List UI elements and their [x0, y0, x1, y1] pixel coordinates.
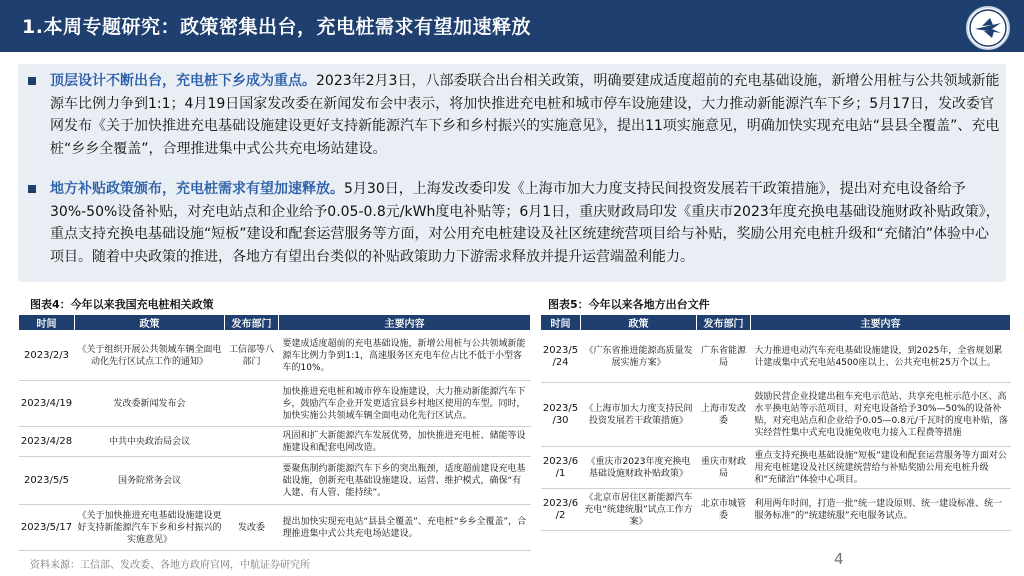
table5-header-dept: 发布部门 [697, 315, 751, 331]
table5-header-date: 时间 [541, 315, 581, 331]
table4-header-row [19, 315, 531, 331]
cell-dept: 工信部等八部门 [225, 331, 279, 381]
table-row [19, 505, 531, 551]
cell-content: 要聚焦制约新能源汽车下乡的突出瓶颈，适度超前建设充电基础设施，创新充电基础设施建设、运营、维护模式，确保“有人建、有人管、能持续”。 [279, 457, 531, 505]
table-row [19, 381, 531, 427]
cell-content: 重点支持充换电基础设施“短板”建设和配套运营服务等方面对公用充电桩建设及社区统建统营给与补贴奖励公用充电桩升级和“充储泊”体验中心项目。 [751, 447, 1011, 489]
cell-content: 加快推进充电桩和城市停车设施建设，大力推动新能源汽车下乡，鼓励汽车企业开发更适宜县乡村地区使用的车型。同时，加快实施公共领域车辆全面电动化先行区试点。 [279, 381, 531, 427]
cell-policy: 发改委新闻发布会 [75, 381, 225, 427]
cell-dept: 广东省能源局 [697, 331, 751, 383]
table4-header-dept: 发布部门 [225, 315, 279, 331]
cell-content: 巩固和扩大新能源汽车发展优势，加快推进充电桩、储能等设施建设和配套电网改造。 [279, 427, 531, 457]
table-row [19, 331, 531, 381]
logo-emblem-icon [968, 8, 1008, 48]
cell-policy: 国务院常务会议 [75, 457, 225, 505]
cell-dept: 发改委 [225, 505, 279, 551]
paragraph-1-heading: 顶层设计不断出台，充电桩下乡成为重点。 [50, 73, 316, 89]
cell-dept [225, 427, 279, 457]
summary-paragraph-2 [28, 178, 1002, 268]
cell-dept [225, 381, 279, 427]
cell-policy: 《关于加快推进充电基础设施建设更好支持新能源汽车下乡和乡村振兴的实施意见》 [75, 505, 225, 551]
table4-header-date: 时间 [19, 315, 75, 331]
table4-header-policy: 政策 [75, 315, 225, 331]
cell-date: 2023/6 /2 [541, 489, 581, 531]
table5-header-policy: 政策 [581, 315, 697, 331]
table-row [541, 447, 1011, 489]
cell-policy: 《关于组织开展公共领域车辆全面电动化先行区试点工作的通知》 [75, 331, 225, 381]
table5-caption: 图表5：今年以来各地方出台文件 [548, 298, 710, 311]
summary-paragraph-1 [28, 70, 1002, 160]
bullet-marker [28, 185, 36, 193]
cell-dept: 上海市发改委 [697, 383, 751, 447]
paragraph-1-text: 2023年2月3日，八部委联合出台相关政策，明确要建成适度超前的充电基础设施，新增公用桩与公共领域新能源车比例力争到1:1；4月19日国家发改委在新闻发布会中表示，将加快推进充电桩和城市停车设施建设，大力推动新能源汽车下乡；5月17日，发改委官网发布《关于加快推进充电基础设施建设更好支持新能源汽车下乡和乡村振兴的实施意见》，提出11项实施意见，明确加快实现充电站“县县全覆盖”、充电桩“乡乡全覆盖”，合理推进集中式公共充电场站建设。 [50, 73, 1000, 157]
cell-date: 2023/4/19 [19, 381, 75, 427]
table4-caption: 图表4：今年以来我国充电桩相关政策 [30, 298, 214, 311]
table-row [541, 331, 1011, 383]
cell-content: 提出加快实现充电站“县县全覆盖”、充电桩“乡乡全覆盖”，合理推进集中式公共充电场站建设。 [279, 505, 531, 551]
cell-date: 2023/5 /30 [541, 383, 581, 447]
source-note: 资料来源：工信部、发改委、各地方政府官网，中航证券研究所 [30, 560, 310, 571]
page-number: 4 [834, 550, 844, 568]
cell-policy: 《北京市居住区新能源汽车充电“统建统服”试点工作方案》 [581, 489, 697, 531]
local-policy-table [540, 314, 1011, 531]
table-row [19, 457, 531, 505]
page-title: 1.本周专题研究：政策密集出台，充电桩需求有望加速释放 [22, 16, 531, 38]
cell-date: 2023/5 /24 [541, 331, 581, 383]
cell-date: 2023/4/28 [19, 427, 75, 457]
cell-dept: 重庆市财政局 [697, 447, 751, 489]
table-row [541, 489, 1011, 531]
bullet-marker [28, 77, 36, 85]
company-logo [966, 6, 1010, 50]
paragraph-2-text: 5月30日，上海发改委印发《上海市加大力度支持民间投资发展若干政策措施》，提出对充电设备给予30%-50%设备补贴，对充电站点和企业给予0.05-0.8元/kWh度电补贴等；6月1日，重庆财政局印发《重庆市2023年度充换电基础设施财政补贴政策》，重点支持充换电基础设施“短板”建设和配套运营服务等方面，对公用充电桩建设及社区统建统营项目给与补贴，奖励公用充电桩升级和“充储泊”体验中心项目。随着中央政策的推进，各地方有望出台类似的补贴政策助力下游需求释放并提升运营端盈利能力。 [50, 181, 1000, 265]
cell-dept [225, 457, 279, 505]
cell-content: 鼓励民营企业投建出租车充电示范站、共享充电桩示范小区、高水平换电站等示范项目，对充电设备给予30%—50%的设备补贴，对充电站点和企业给予0.05—0.8元/千瓦时的度电补贴，落实经营性集中式充电设施免收电力接入工程费等措施 [751, 383, 1011, 447]
table4-header-content: 主要内容 [279, 315, 531, 331]
table5-header-row [541, 315, 1011, 331]
cell-date: 2023/5/5 [19, 457, 75, 505]
cell-dept: 北京市城管委 [697, 489, 751, 531]
cell-policy: 《上海市加大力度支持民间投资发展若干政策措施》 [581, 383, 697, 447]
cell-policy: 《广东省推进能源高质量发展实施方案》 [581, 331, 697, 383]
table5-header-content: 主要内容 [751, 315, 1011, 331]
cell-content: 大力推进电动汽车充电基础设施建设，到2025年，全省规划累计建成集中式充电站4500座以上、公共充电桩25万个以上。 [751, 331, 1011, 383]
cell-content: 要建成适度超前的充电基础设施，新增公用桩与公共领域新能源车比例力争到1:1，高速服务区充电车位占比不低于小型客车的10%。 [279, 331, 531, 381]
paragraph-2-heading: 地方补贴政策颁布，充电桩需求有望加速释放。 [50, 181, 344, 197]
header-bar [0, 0, 1024, 52]
cell-content: 利用两年时间，打造一批“统一建设原则、统一建设标准、统一服务标准”的“统建统服”充电服务试点。 [751, 489, 1011, 531]
table-row [541, 383, 1011, 447]
national-policy-table [18, 314, 531, 551]
table-row [19, 427, 531, 457]
cell-policy: 《重庆市2023年度充换电基础设施财政补贴政策》 [581, 447, 697, 489]
summary-box [18, 64, 1006, 282]
cell-date: 2023/2/3 [19, 331, 75, 381]
cell-policy: 中共中央政治局会议 [75, 427, 225, 457]
cell-date: 2023/6 /1 [541, 447, 581, 489]
cell-date: 2023/5/17 [19, 505, 75, 551]
